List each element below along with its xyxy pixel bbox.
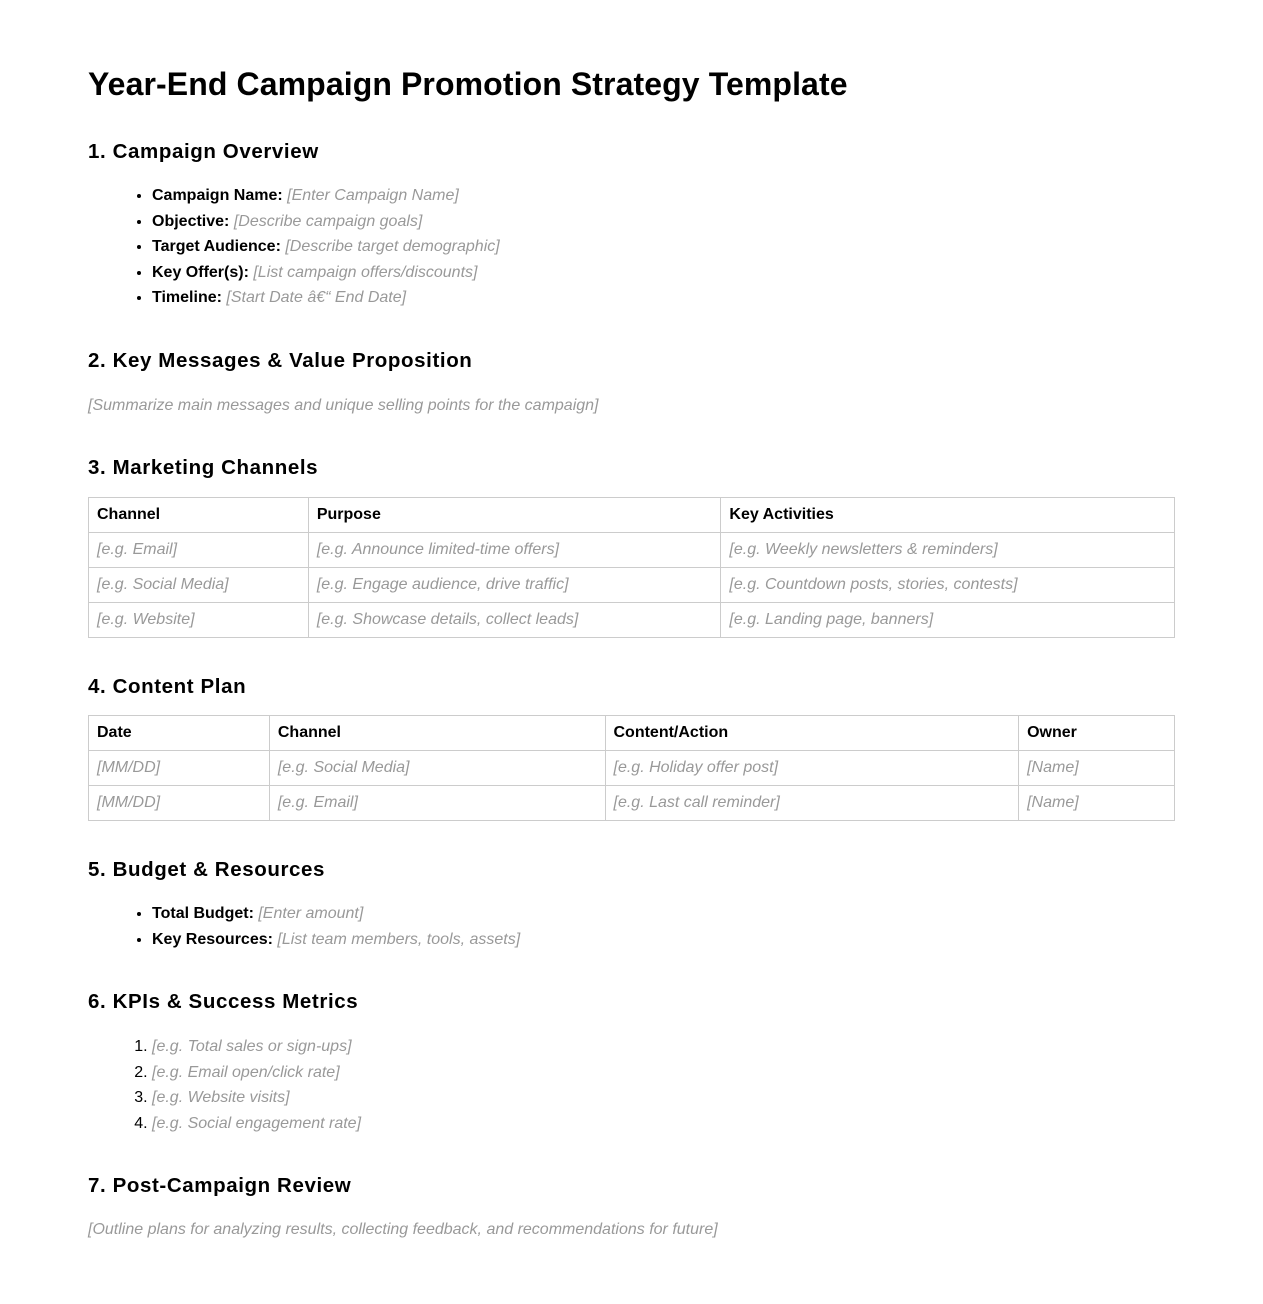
column-header-purpose: Purpose (308, 498, 721, 533)
kpi-list (88, 1037, 361, 1139)
section-heading-campaign-overview: 1. Campaign Overview (88, 140, 319, 163)
list-item (152, 1063, 361, 1089)
table-header-row (89, 716, 1175, 751)
field-label: Key Resources: (152, 930, 273, 948)
column-header-date: Date (89, 716, 270, 751)
field-placeholder: [Enter Campaign Name] (287, 187, 459, 204)
table-cell: [e.g. Website] (89, 603, 309, 638)
list-item-target-audience (152, 237, 500, 263)
kpi-placeholder: [e.g. Social engagement rate] (152, 1114, 362, 1132)
list-item-total-budget (152, 904, 520, 930)
table-cell: [e.g. Holiday offer post] (605, 751, 1019, 786)
key-messages-placeholder: [Summarize main messages and unique selling points for the campaign] (88, 397, 599, 414)
table-row (89, 603, 1175, 638)
section-heading-post-campaign-review: 7. Post-Campaign Review (88, 1174, 352, 1197)
table-row (89, 568, 1175, 603)
table-cell: [e.g. Social Media] (89, 568, 309, 603)
column-header-owner: Owner (1019, 716, 1175, 751)
section-heading-marketing-channels: 3. Marketing Channels (88, 456, 319, 479)
table-cell: [e.g. Last call reminder] (605, 786, 1019, 821)
field-placeholder: [Describe campaign goals] (233, 212, 423, 230)
field-placeholder: [List campaign offers/discounts] (253, 263, 478, 281)
field-label: Key Offer(s): (152, 263, 249, 281)
list-item-timeline (152, 288, 500, 314)
field-placeholder: [Start Date â€“ End Date] (226, 289, 407, 307)
kpi-placeholder: [e.g. Total sales or sign-ups] (152, 1038, 352, 1055)
table-cell: [MM/DD] (89, 751, 270, 786)
field-placeholder: [List team members, tools, assets] (277, 930, 521, 948)
campaign-overview-list (88, 186, 500, 314)
table-row (89, 751, 1175, 786)
list-item (152, 1114, 361, 1140)
list-item (152, 1037, 361, 1063)
column-header-channel: Channel (89, 498, 309, 533)
budget-resources-list (88, 904, 520, 955)
table-row (89, 533, 1175, 568)
marketing-channels-table (88, 497, 1175, 638)
field-label: Timeline: (152, 289, 222, 307)
list-item-key-resources (152, 930, 520, 956)
table-cell: [e.g. Countdown posts, stories, contests] (721, 568, 1175, 603)
list-item (152, 1088, 361, 1114)
table-cell: [e.g. Social Media] (269, 751, 605, 786)
kpi-placeholder: [e.g. Website visits] (152, 1089, 290, 1106)
list-item-key-offers (152, 263, 500, 289)
table-cell: [e.g. Landing page, banners] (721, 603, 1175, 638)
list-item-campaign-name (152, 186, 500, 212)
column-header-key-activities: Key Activities (721, 498, 1175, 533)
table-cell: [MM/DD] (89, 786, 270, 821)
section-heading-content-plan: 4. Content Plan (88, 675, 247, 698)
section-heading-kpis: 6. KPIs & Success Metrics (88, 990, 359, 1013)
field-label: Objective: (152, 212, 230, 230)
kpi-placeholder: [e.g. Email open/click rate] (152, 1063, 340, 1081)
table-cell: [e.g. Weekly newsletters & reminders] (721, 533, 1175, 568)
field-label: Target Audience: (152, 238, 281, 256)
section-heading-budget-resources: 5. Budget & Resources (88, 858, 326, 881)
column-header-content-action: Content/Action (605, 716, 1019, 751)
table-cell: [e.g. Email] (269, 786, 605, 821)
field-placeholder: [Describe target demographic] (285, 238, 500, 256)
field-placeholder: [Enter amount] (258, 905, 364, 922)
table-cell: [e.g. Engage audience, drive traffic] (308, 568, 721, 603)
content-plan-table (88, 715, 1175, 821)
field-label: Total Budget: (152, 905, 254, 922)
table-cell: [e.g. Showcase details, collect leads] (308, 603, 721, 638)
table-header-row (89, 498, 1175, 533)
field-label: Campaign Name: (152, 187, 283, 204)
list-item-objective (152, 212, 500, 238)
column-header-channel: Channel (269, 716, 605, 751)
table-cell: [e.g. Announce limited-time offers] (308, 533, 721, 568)
table-cell: [Name] (1019, 786, 1175, 821)
page-title: Year-End Campaign Promotion Strategy Template (88, 66, 848, 102)
section-heading-key-messages: 2. Key Messages & Value Proposition (88, 349, 473, 372)
table-row (89, 786, 1175, 821)
post-campaign-review-placeholder: [Outline plans for analyzing results, collecting feedback, and recommendations for future] (88, 1221, 718, 1238)
table-cell: [e.g. Email] (89, 533, 309, 568)
table-cell: [Name] (1019, 751, 1175, 786)
